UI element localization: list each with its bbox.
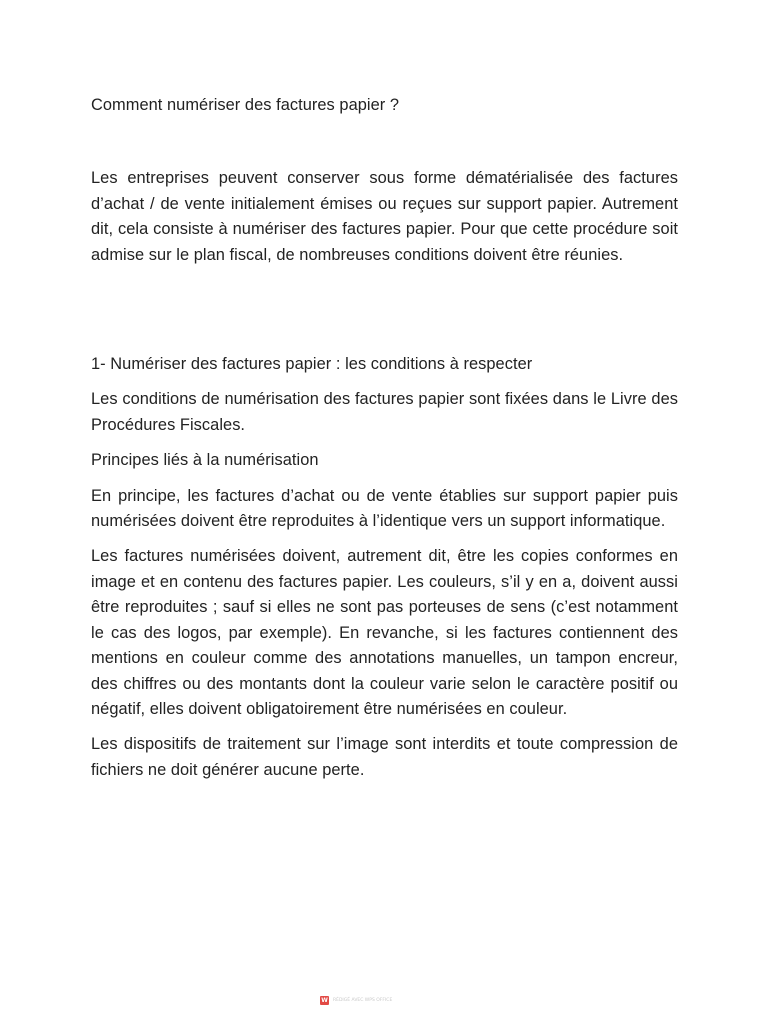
document-title: Comment numériser des factures papier ? [91, 96, 400, 114]
intro-paragraph: Les entreprises peuvent conserver sous forme dématérialisée des factures d’achat / de vente initialement émises ou reçues sur support papier. Autrement dit, cela consiste à numériser des factures papier. Pour que cette procédure soit admise sur le plan fiscal, de nombreuses conditions doivent être réunies. [91, 169, 678, 264]
document-page [91, 93, 678, 793]
section-paragraph-4: Les dispositifs de traitement sur l’image sont interdits et toute compression de fichiers ne doit générer aucune perte. [91, 735, 678, 779]
wps-logo-icon: W [321, 996, 328, 1004]
section-heading: 1- Numériser des factures papier : les conditions à respecter [91, 355, 533, 374]
footer-text: RÉDIGÉ AVEC WPS OFFICE [333, 998, 393, 1003]
subheading: Principes liés à la numérisation [91, 451, 319, 470]
footer-watermark [320, 996, 392, 1005]
section-paragraph-2: En principe, les factures d’achat ou de vente établies sur support papier puis numérisées doivent être reproduites à l’identique vers un support informatique. [91, 486, 678, 531]
section-paragraph-3: Les factures numérisées doivent, autrement dit, être les copies conformes en image et en contenu des factures papier. Les couleurs, s’il y en a, doivent aussi être reproduites ; sauf si elles ne sont pas porteuses de sens (c’est notamment le cas des logos, par exemple). En revanche, si les factures contiennent des mentions en couleur comme des annotations manuelles, un tampon encreur, des chiffres ou des montants dont la couleur varie selon le caractère positif ou négatif, elles doivent obligatoirement être numérisées en couleur. [91, 547, 678, 718]
section-paragraph-1: Les conditions de numérisation des factures papier sont fixées dans le Livre des Procédures Fiscales. [91, 390, 678, 434]
